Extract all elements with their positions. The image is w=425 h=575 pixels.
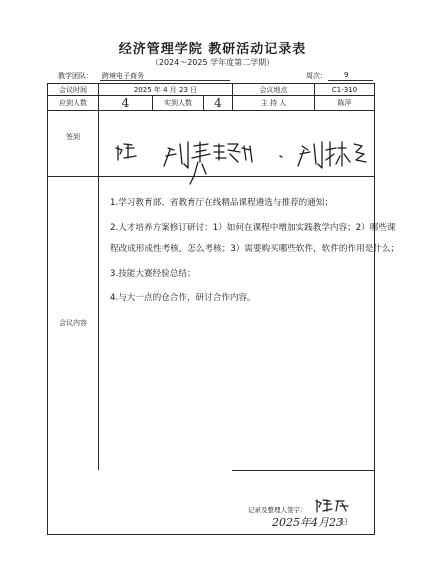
meeting-place-value: C1-310 [331,85,358,94]
table-line [98,83,99,470]
week-label: 周次： [306,72,327,80]
handwritten-signatures [110,138,370,188]
expected-count-label: 应到人数 [59,99,87,107]
handwritten-date: 2025年4月23 [272,516,343,529]
recorder-signature [314,497,354,515]
content-item: 1.学习教育部、省教育厅在线精品课程遴选与推荐的通知； [110,198,334,208]
team-underline [100,80,230,81]
recorder-label: 记录及整理人签字： [248,506,307,514]
table-line [232,470,375,471]
content-item: 4.与大一点的仓合作，研讨合作内容。 [110,293,256,303]
table-line [47,534,375,535]
host-value: 陈萍 [337,99,352,107]
actual-count-value: 4 [214,96,222,110]
week-underline [328,80,373,81]
week-value: 9 [344,71,349,79]
meeting-time-label: 会议时间 [59,85,87,94]
actual-count-label: 实到人数 [164,99,192,107]
semester-subtitle: （2024～2025 学年度第二学期） [150,58,275,67]
content-label: 会议内容 [59,319,87,327]
content-item: 2.人才培养方案修订研讨：1）如何在课程中增加实践教学内容；2）哪些课程改成形成性考核，怎么考核；3）需要购买哪些软件，软件的作用是什么； [110,222,400,254]
table-line [47,110,375,111]
signin-label: 签到 [66,133,80,141]
page-title: 经济管理学院 教研活动记录表 [118,42,307,57]
expected-count-value: 4 [121,96,130,110]
date-suffix: 日 [341,518,348,526]
meeting-content [110,193,400,313]
meeting-time-value: 2025 年 4 月 23 日 [133,85,198,94]
content-item: 3.技能大赛经验总结； [110,268,196,279]
team-label: 教学团队： [58,72,93,80]
meeting-place-label: 会议地点 [259,85,288,94]
host-label: 主 持 人 [260,99,287,107]
team-value: 跨境电子商务 [102,72,144,80]
table-line [47,83,48,535]
